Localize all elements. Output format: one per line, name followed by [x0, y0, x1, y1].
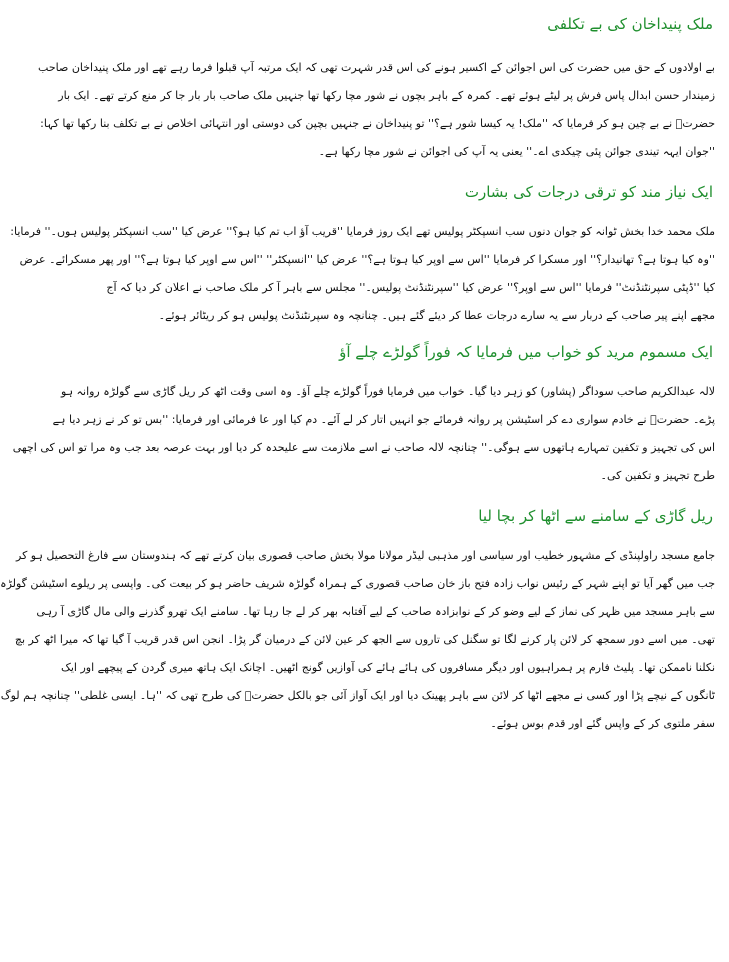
text-line: مجھے اپنے پیر صاحب کے دربار سے یہ سارے درجات عطا کر دیئے گئے ہیں۔ چنانچہ وہ سپرنٹنڈنٹ پولیس ہو کر ریٹائر ہوئے۔ [158, 309, 715, 322]
text-line: بے اولادوں کے حق میں حضرت کی اس اجوائن کے اکسیر ہونے کی اس قدر شہرت تھی کہ ایک مرتبہ آپ قبلوا فرما رہے تھے اور ملک پنیداخان صاحب [38, 61, 715, 74]
text-line: کیا ''ڈپٹی سپرنٹنڈنٹ'' فرمایا ''اس سے اوپر؟'' عرض کیا ''سپرنٹنڈنٹ پولیس۔'' مجلس سے باہر آ کر ملک صاحب نے اعلان کر دیا کہ آج [106, 281, 715, 294]
text-line: ٹانگوں کے نیچے پڑا اور کسی نے مجھے اٹھا کر لائن سے باہر پھینک دیا اور ایک آواز آئی جو بالکل حضرتؒ کی طرح تھی کہ ''ہا۔ ایسی غلطی'' چنانچہ ہم لوگ [0, 689, 715, 702]
text-line: ملک محمد خدا بخش ٹوانہ کو جوان دنوں سب انسپکٹر پولیس تھے ایک روز فرمایا ''قریب آؤ اب تم کیا ہو؟'' عرض کیا ''سب انسپکٹر پولیس ہوں۔'' فرمایا: [10, 225, 715, 238]
section-saved-from-train [0, 504, 715, 738]
text-line: زمیندار حسن ابدال پاس فرش پر لیٹے ہوئے تھے۔ کمرہ کے باہر بچوں نے شور مچا رکھا تھا جنہیں ملک صاحب بار بار جا کر منع کرتے تھے۔ ایک بار [58, 89, 715, 102]
text-line: پڑے۔ حضرتؒ نے خادم سواری دے کر اسٹیشن پر روانہ فرمائے جو انہیں اتار کر لے آئے۔ دم کیا اور عا فرمائی اور فرمایا: ''بس تو کر نے زہر دیا ہے [52, 413, 715, 426]
text-line: جامع مسجد راولپنڈی کے مشہور خطیب اور سیاسی اور مذہبی لیڈر مولانا مولا بخش صاحب قصوری بیان کرتے تھے کہ ہندوستان سے فارغ التحصیل ہو کر [16, 549, 715, 562]
text-line: سفر ملتوی کر کے واپس گئے اور قدم بوس ہوئے۔ [490, 717, 715, 730]
section-heading: ایک مسموم مرید کو خواب میں فرمایا کہ فوراً گولڑے چلے آؤ [339, 343, 713, 361]
text-line: ''وہ کیا ہوتا ہے؟ تھانیدار؟'' اور مسکرا کر فرمایا ''اس سے اوپر کیا ہوتا ہے؟'' عرض کیا ''انسپکٹر'' ''اس سے اوپر کیا ہوتا ہے؟'' اور پھر مسکرائے۔ عرض [19, 253, 715, 266]
section-promotion-glad-tidings [10, 180, 715, 330]
section-heading: ایک نیاز مند کو ترقی درجات کی بشارت [464, 183, 713, 201]
text-line: نکلنا ناممکن تھا۔ پلیٹ فارم پر ہمراہیوں اور دیگر مسافروں کی ہائے ہائے کی آوازیں گونج اٹھیں۔ اچانک ایک ہاتھ میری گردن کے پیچھے اور ایک [61, 661, 715, 674]
text-line: ''جوان ایہہ تیندی جوائن پئی چیکدی اے۔'' یعنی یہ آپ کی اجوائن نے شور مچا رکھا ہے۔ [318, 145, 715, 158]
text-line: طرح تجہیز و تکفین کی۔ [600, 469, 715, 482]
section-heading: ملک پنیداخان کی بے تکلفی [547, 15, 713, 33]
text-line: سے باہر مسجد میں ظہر کی نماز کے لیے وضو کر کے نوابزادہ صاحب کے لیے آفتابہ بھر کر لے جا رہا تھا۔ سامنے ایک تھرو گذرنے والی مال گاڑی آ رہی [36, 605, 715, 618]
text-line: حضرتؒ نے بے چین ہو کر فرمایا کہ ''ملک! یہ کیسا شور ہے؟'' تو پنیداخان نے جنہیں بچپن کی دوستی اور انتہائی اخلاص نے بے تکلف بنا رکھا تھا کہا: [40, 117, 715, 130]
text-line: جب میں گھر آیا تو اپنے شہر کے رئیس نواب زادہ فتح باز خان صاحب قصوری کے ہمراہ گولڑہ شریف حاضر ہو کر بیعت کی۔ واپسی پر ریلوے اسٹیشن گولڑہ [0, 577, 715, 590]
section-pinda-khan [38, 12, 715, 166]
text-line: لالہ عبدالکریم صاحب سوداگر (پشاور) کو زہر دیا گیا۔ خواب میں فرمایا فوراً گولڑے چلے آؤ۔ وہ اسی وقت اٹھ کر ریل گاڑی سے گولڑہ روانہ ہو [60, 385, 715, 398]
section-heading: ریل گاڑی کے سامنے سے اٹھا کر بچا لیا [478, 507, 713, 525]
text-line: اس کی تجہیز و تکفین تمہارے ہاتھوں سے ہوگی۔'' چنانچہ لالہ صاحب نے اسے ملازمت سے علیحدہ کر دیا اور بہت عرصہ بعد جب وہ مرا تو اس کی اچھی [12, 441, 715, 454]
section-poisoned-disciple [12, 340, 715, 490]
text-line: تھی۔ میں اسے دور سمجھ کر لائن پار کرنے لگا تو سگنل کی تاروں سے الجھ کر عین لائن کے درمیان گر پڑا۔ انجن اس قدر قریب آ گیا تھا کہ میرا اٹھ کر بچ [14, 633, 715, 646]
